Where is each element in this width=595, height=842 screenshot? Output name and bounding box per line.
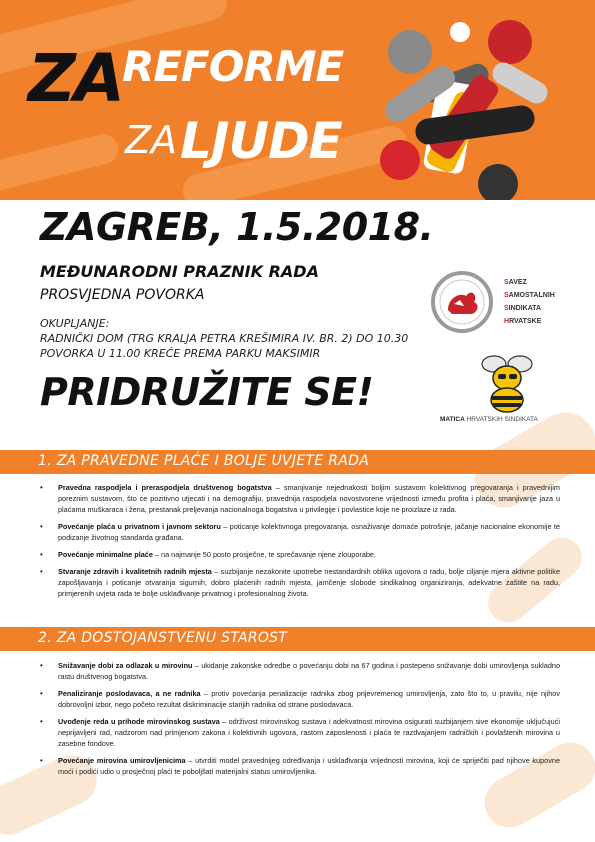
logo-circle-red: [488, 20, 532, 64]
sssh-initial: S: [504, 292, 509, 299]
section-1-header: [0, 450, 595, 474]
event-date: ZAGREB, 1.5.2018.: [40, 205, 434, 249]
logo-circle-white: [450, 22, 470, 42]
title-za: ZA: [28, 40, 123, 117]
meeting-label: OKUPLJANJE:: [40, 317, 110, 330]
title-ljude: LJUDE: [180, 112, 342, 170]
matica-logo: [438, 350, 588, 432]
item-text: – smanjivanje nejednakosti boljim sustavom kolektivnog pregovaranja i pravednijim poreznim sustavom, što će pozitivno utjecati i na demografiju, pravednija raspodjela novostvorene vrijednosti između profita i plaća, smanjivanje jaza u plaćama muškaraca i žena, prestanak preljevanja nacionalnoga bogatstva u privilegije i povlastice koje ne proizlaze iz rada.: [58, 483, 560, 514]
item-text: – na najmanje 50 posto prosječne, te sprečavanje njene zlouporabe.: [152, 550, 377, 559]
sssh-initial: S: [504, 279, 509, 286]
list-item: [40, 688, 560, 710]
item-heading: Penaliziranje poslodavaca, a ne radnika: [58, 689, 201, 698]
hero-banner: [0, 0, 595, 200]
bullet-icon: •: [40, 661, 43, 670]
meeting-info: [40, 316, 408, 361]
list-item: [40, 566, 560, 599]
sssh-name: [504, 276, 555, 328]
meeting-place: RADNIČKI DOM (TRG KRALJA PETRA KREŠIMIRA IV. BR. 2) DO 10.30: [40, 332, 409, 345]
item-heading: Povećanje minimalne plaće: [58, 550, 153, 559]
section-1-list: [40, 482, 560, 605]
bee-mascot-icon: [476, 350, 538, 414]
item-text: – protiv povećanja penalizacije radnika zbog prijevremenog umirovljenja, zato što to, u pravilu, nije njihov dobrovoljni izbor, nego početo rezultat diskriminacije starijih radnika od strane poslodavaca.: [58, 689, 561, 709]
logo-circle-grey: [388, 30, 432, 74]
item-heading: Pravedna raspodjela i preraspodjela društvenog bogatstva: [58, 483, 272, 492]
bullet-icon: •: [40, 717, 43, 726]
call-to-action: PRIDRUŽITE SE!: [40, 370, 374, 414]
sssh-emblem-icon: [430, 270, 494, 334]
matica-name-rest: HRVATSKIH SINDIKATA: [466, 416, 538, 423]
logo-circle-red: [380, 140, 420, 180]
matica-name: [440, 416, 538, 423]
title-reforme: REFORME: [122, 42, 344, 91]
bullet-icon: •: [40, 522, 43, 531]
section-2-list: [40, 660, 560, 783]
list-item: [40, 660, 560, 682]
sssh-initial: H: [504, 318, 510, 325]
march-info: POVORKA U 11.00 KREĆE PREMA PARKU MAKSIMIR: [40, 347, 321, 360]
item-text: – suzbijanje nezakonite upotrebe nestandardnih oblika ugovora o radu, bolje ciljanje mjera aktivne politike zapošljavanja i poticanje otvaranja sigurnih, dobro plaćenih radnih mjesta, jamčenje slobode sindikalnog organiziranja, adekvatne zaštite na radu, primjerenih uvjeta rada te bolje usklađivanje privatnog i profesionalnog života.: [58, 567, 561, 598]
item-heading: Stvaranje zdravih i kvalitetnih radnih mjesta: [58, 567, 212, 576]
sssh-word: AMOSTALNIH: [508, 292, 555, 299]
item-heading: Povećanje plaća u privatnom i javnom sektoru: [58, 522, 221, 531]
hero-brush-stroke: [0, 131, 121, 199]
list-item: [40, 549, 560, 560]
item-text: – ukidanje zakonske odredbe o povećanju dobi na 67 godina i postepeno snižavanje dobi umirovljenja sukladno rastu društvenog bogatstva.: [58, 661, 561, 681]
logo-circle-dark: [478, 164, 518, 200]
list-item: [40, 521, 560, 543]
sssh-word: RVATSKE: [509, 318, 542, 325]
sssh-word: AVEZ: [508, 279, 527, 286]
section-2-header: [0, 627, 595, 651]
bullet-icon: •: [40, 550, 43, 559]
item-heading: Uvođenje reda u prihode mirovinskog sustava: [58, 717, 220, 726]
item-text: – poticanje kolektivnoga pregovaranja, osnaživanje domaće potrošnje, jačanje nacionalne ekonomije te podizanje životnog standarda građana.: [58, 522, 560, 542]
event-name: MEĐUNARODNI PRAZNIK RADA: [40, 262, 319, 281]
bullet-icon: •: [40, 567, 43, 576]
sssh-initial: S: [504, 305, 509, 312]
section-1-title: 1. ZA PRAVEDNE PLAĆE I BOLJE UVJETE RADA: [38, 453, 370, 469]
bullet-icon: •: [40, 689, 43, 698]
item-text: – održivost mirovinskog sustava i adekvatnost mirovina osigurati suzbijanjem sive ekonomije uključujući neprijavljeni rad, nadzorom nad primjenom zakona i kolektivnih ugovora, rastom zaposlenosti i plaća te razdvajanjem radničkih i povlaštenih mirovina u zasebne fondove.: [58, 717, 561, 748]
bullet-icon: •: [40, 756, 43, 765]
sssh-logo: [430, 270, 590, 340]
event-type: PROSVJEDNA POVORKA: [40, 287, 205, 303]
list-item: [40, 755, 560, 777]
list-item: [40, 482, 560, 515]
list-item: [40, 716, 560, 749]
matica-name-bold: MATICA: [440, 416, 465, 423]
section-2-title: 2. ZA DOSTOJANSTVENU STAROST: [38, 630, 288, 646]
title-za-second: ZA: [125, 118, 178, 162]
item-text: – utvrditi model pravednijeg određivanja i usklađivanja vrijednosti mirovina, koji će spriječiti pad njihove kupovne moći i podići udio u prosječnoj plaći te poboljšati materijalni status umirovljenika.: [58, 756, 560, 776]
bullet-icon: •: [40, 483, 43, 492]
sssh-word: INDIKATA: [508, 305, 542, 312]
logo-bar-light: [489, 58, 552, 107]
people-logo-illustration: [360, 12, 570, 200]
item-heading: Snižavanje dobi za odlazak u mirovinu: [58, 661, 193, 670]
item-heading: Povećanje mirovina umirovljenicima: [58, 756, 186, 765]
